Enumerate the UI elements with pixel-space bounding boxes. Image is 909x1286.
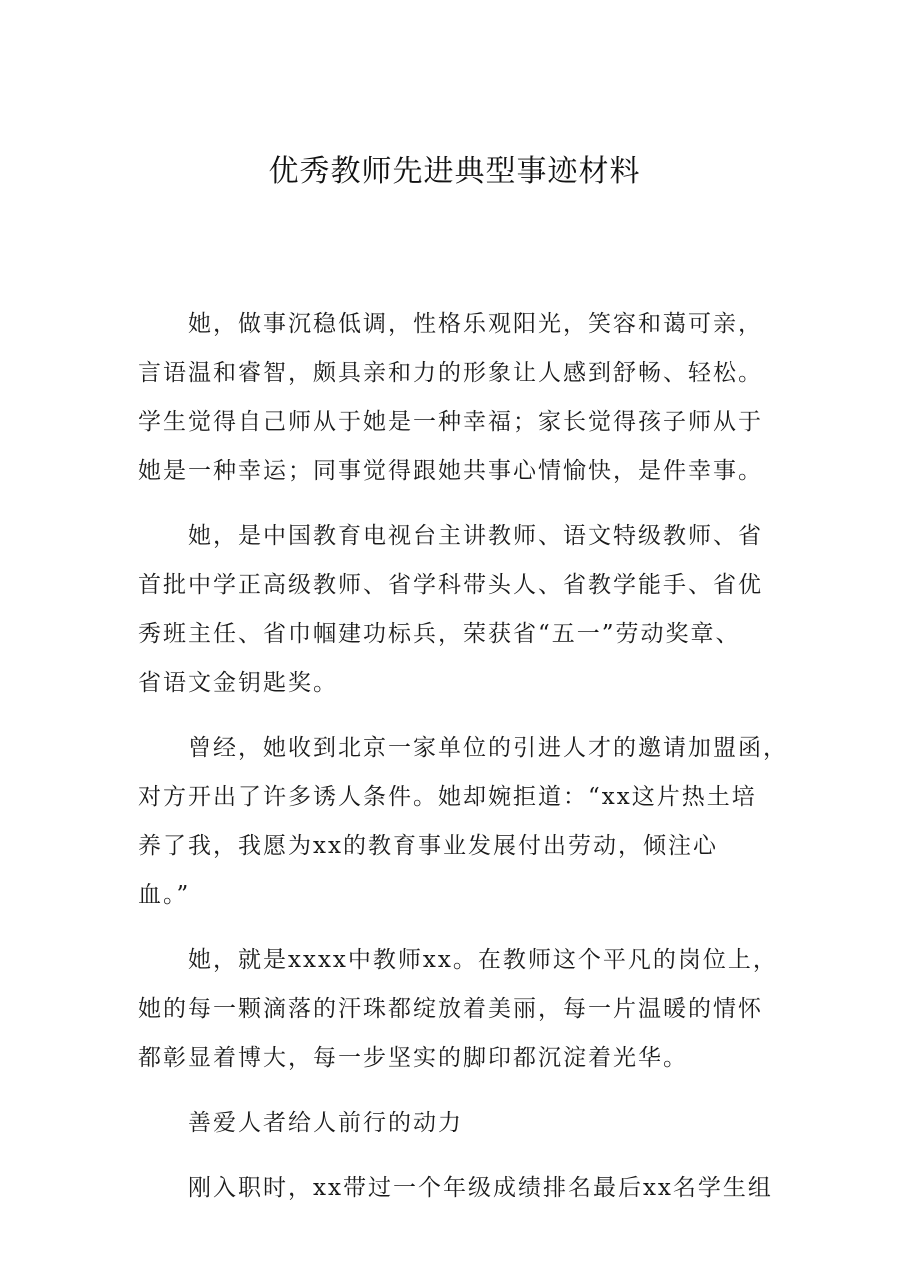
text-line: 刚入职时，xx带过一个年级成绩排名最后xx名学生组 bbox=[188, 1175, 773, 1201]
section-heading bbox=[138, 1099, 768, 1148]
text-line: 养了我，我愿为xx的教育事业发展付出劳动，倾注心 bbox=[138, 833, 718, 859]
text-line: 她，做事沉稳低调，性格乐观阳光，笑容和蔼可亲， bbox=[188, 311, 763, 337]
text-line: 她的每一颗滴落的汗珠都绽放着美丽，每一片温暖的情怀 bbox=[138, 996, 763, 1022]
text-line: 善爱人者给人前行的动力 bbox=[188, 1110, 463, 1136]
text-line: 都彰显着博大，每一步坚实的脚印都沉淀着光华。 bbox=[138, 1045, 688, 1071]
text-line: 秀班主任、省巾帼建功标兵，荣获省“五一”劳动奖章、 bbox=[138, 621, 741, 647]
text-line: 省语文金钥匙奖。 bbox=[138, 670, 338, 696]
text-line: 学生觉得自己师从于她是一种幸福；家长觉得孩子师从于 bbox=[138, 409, 763, 435]
text-line: 她，是中国教育电视台主讲教师、语文特级教师、省 bbox=[188, 523, 763, 549]
document-body bbox=[138, 300, 788, 1229]
document-title: 优秀教师先进典型事迹材料 bbox=[268, 154, 641, 189]
paragraph bbox=[138, 512, 768, 708]
text-line: 首批中学正高级教师、省学科带头人、省教学能手、省优 bbox=[138, 572, 763, 598]
text-line: 血。” bbox=[138, 882, 191, 908]
paragraph bbox=[138, 1164, 773, 1213]
paragraph bbox=[138, 724, 788, 920]
text-line: 她是一种幸运；同事觉得跟她共事心情愉快，是件幸事。 bbox=[138, 458, 763, 484]
paragraph bbox=[138, 936, 778, 1083]
text-line: 言语温和睿智，颇具亲和力的形象让人感到舒畅、轻松。 bbox=[138, 360, 763, 386]
text-line: 对方开出了许多诱人条件。她却婉拒道：“xx这片热土培 bbox=[138, 784, 757, 810]
text-line: 曾经，她收到北京一家单位的引进人才的邀请加盟函， bbox=[188, 735, 788, 761]
text-line: 她，就是xxxx中教师xx。在教师这个平凡的岗位上， bbox=[188, 947, 778, 973]
paragraph bbox=[138, 300, 768, 496]
